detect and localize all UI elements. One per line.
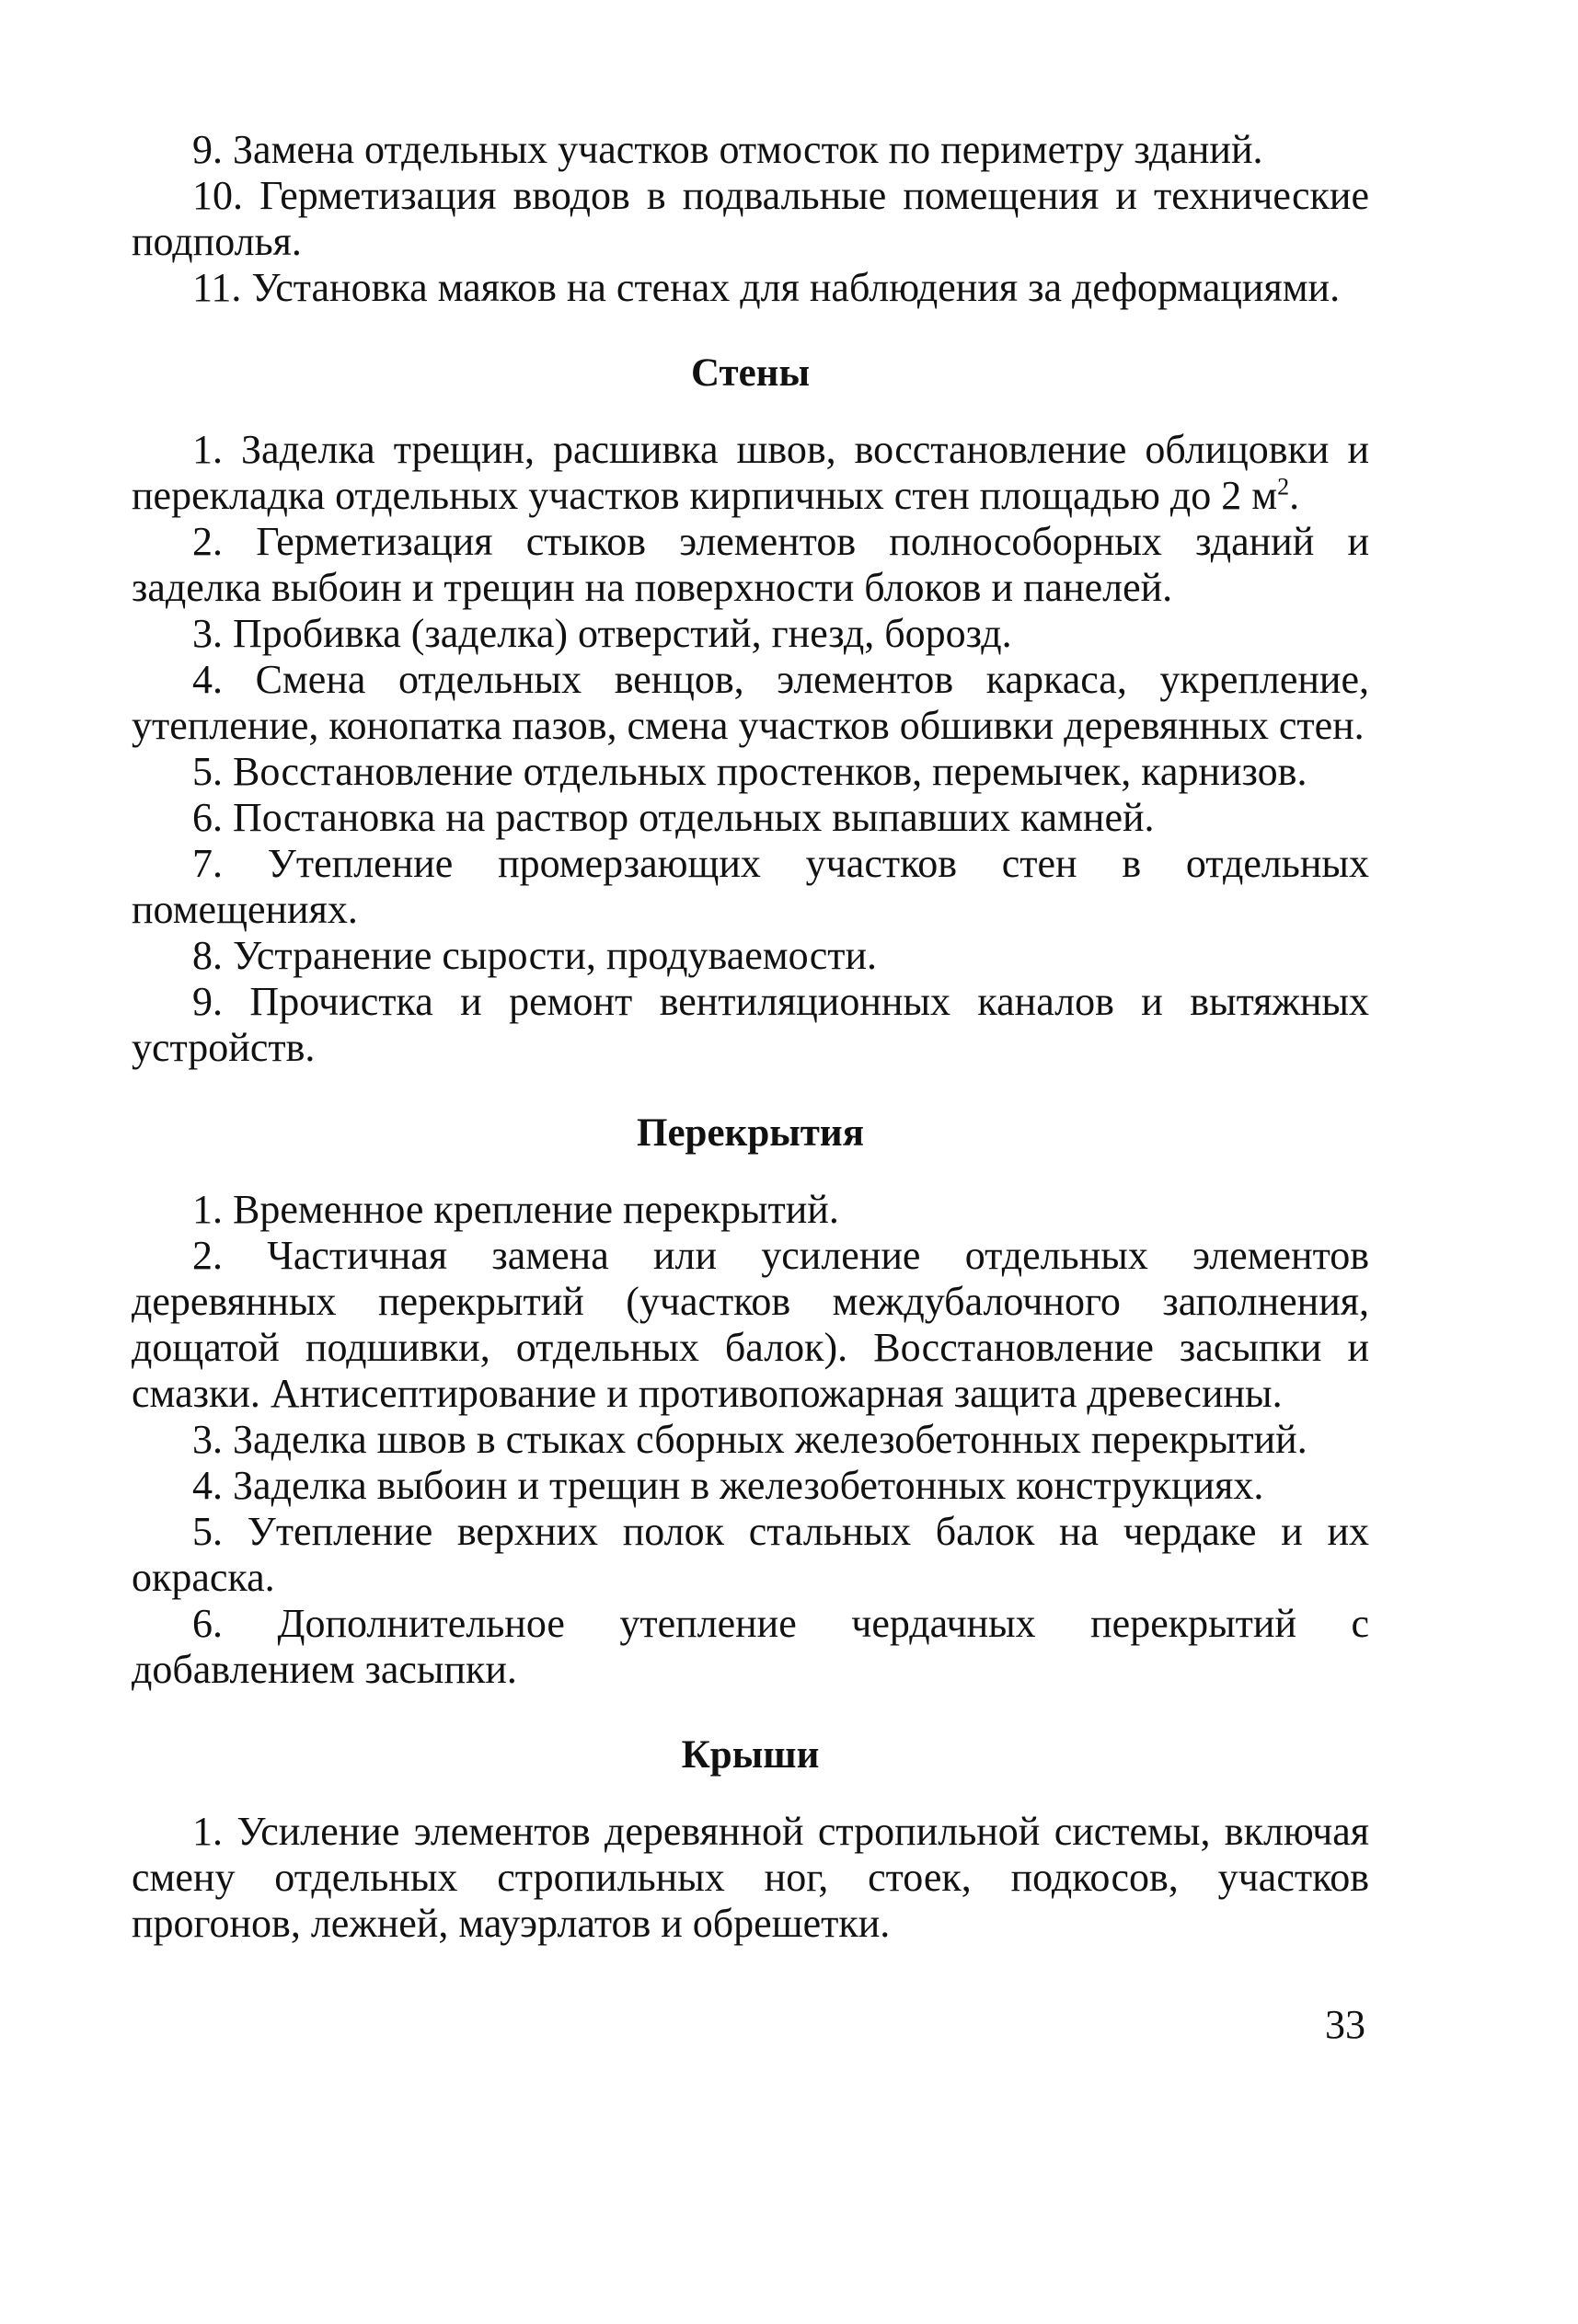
list-item: 2. Герметизация стыков элементов полнособорных зданий и заделка выбоин и трещин на поверхности блоков и панелей. — [132, 519, 1369, 610]
superscript: 2 — [1277, 473, 1290, 500]
list-item: 5. Восстановление отдельных простенков, перемычек, карнизов. — [192, 749, 1307, 794]
section-heading-roofs: Крыши — [681, 1733, 820, 1777]
list-item: 8. Устранение сырости, продуваемости. — [192, 933, 878, 978]
list-item: 9. Прочистка и ремонт вентиляционных каналов и вытяжных устройств. — [132, 979, 1369, 1070]
list-item-text: 1. Заделка трещин, расшивка швов, восстановление облицовки и перекладка отдельных участков кирпичных стен площадью до 2 м — [132, 427, 1369, 518]
page-number: 33 — [1325, 2002, 1365, 2047]
list-item: 1. Временное крепление перекрытий. — [192, 1187, 839, 1232]
list-item — [132, 427, 1369, 519]
list-item: 11. Установка маяков на стенах для наблюдения за деформациями. — [192, 265, 1341, 310]
page-content — [132, 127, 1369, 1947]
list-item-end: . — [1289, 473, 1300, 518]
list-item: 3. Пробивка (заделка) отверстий, гнезд, борозд. — [192, 611, 1012, 656]
list-item: 3. Заделка швов в стыках сборных железобетонных перекрытий. — [192, 1417, 1307, 1462]
list-item: 1. Усиление элементов деревянной стропильной системы, включая смену отдельных стропильных ног, стоек, подкосов, участков прогонов, лежней, мауэрлатов и обрешетки. — [132, 1809, 1369, 1946]
list-item: 4. Заделка выбоин и трещин в железобетонных конструкциях. — [192, 1463, 1264, 1508]
list-item: 9. Замена отдельных участков отмосток по периметру зданий. — [192, 127, 1263, 172]
list-item: 2. Частичная замена или усиление отдельных элементов деревянных перекрытий (участков междубалочного заполнения, дощатой подшивки, отдельных балок). Восстановление засыпки и смазки. Антисептирование и противопожарная защита древесины. — [132, 1233, 1369, 1416]
list-item: 7. Утепление промерзающих участков стен в отдельных помещениях. — [132, 841, 1369, 932]
list-item: 5. Утепление верхних полок стальных балок на чердаке и их окраска. — [132, 1509, 1369, 1600]
list-item: 4. Смена отдельных венцов, элементов каркаса, укрепление, утепление, конопатка пазов, смена участков обшивки деревянных стен. — [132, 657, 1369, 748]
list-item: 6. Постановка на раствор отдельных выпавших камней. — [192, 795, 1155, 840]
list-item: 6. Дополнительное утепление чердачных перекрытий с добавлением засыпки. — [132, 1601, 1369, 1692]
section-heading-walls: Стены — [690, 351, 811, 395]
list-item: 10. Герметизация вводов в подвальные помещения и технические подполья. — [132, 173, 1369, 264]
section-heading-floors: Перекрытия — [637, 1111, 864, 1155]
